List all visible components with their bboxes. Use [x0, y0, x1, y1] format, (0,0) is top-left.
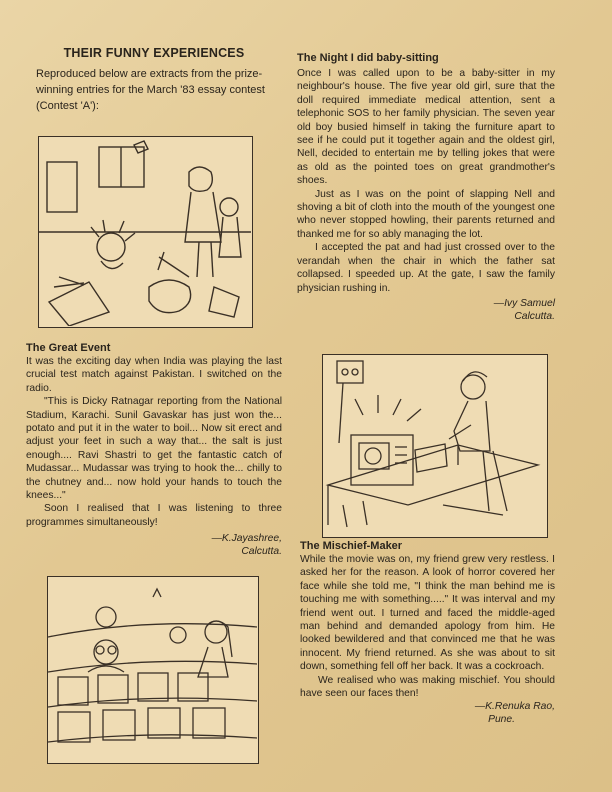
author-city: Calcutta. — [514, 310, 555, 322]
story-mischief-maker — [300, 540, 555, 726]
paragraph: It was the exciting day when India was playing the last crucial test match against Pakistan. I switched on the radio. — [26, 356, 282, 394]
story-baby-sitting — [297, 52, 555, 323]
paragraph: While the movie was on, my friend grew very restless. I asked her for the reason. A look of horror covered her face while she told me, "I think the man behind me is touching me with something....." It was interval and my friend went out. I turned and faced the middle-aged man behind and demanded apology from him. He looked bewildered and that convinced me that he was innocent. My friend returned. As she was about to sit down, something fell off her back. It was a cockroach. — [300, 554, 555, 673]
story-great-event — [26, 342, 282, 558]
paragraph: We realised who was making mischief. You should have seen our faces then! — [300, 674, 555, 700]
illustration-radio — [322, 354, 548, 538]
story-title-great-event: The Great Event — [26, 342, 111, 354]
author-city: Pune. — [488, 714, 515, 726]
illustration-room-chaos — [38, 136, 253, 328]
page-heading: THEIR FUNNY EXPERIENCES — [63, 46, 245, 60]
paragraph: I accepted the pat and had just crossed over to the verandah when the chair in which the father sat collapsed. I speeded up. At the gate, I saw the family physician rushing in. — [297, 242, 555, 294]
story-title-mischief-maker: The Mischief-Maker — [300, 540, 403, 552]
paragraph: Once I was called upon to be a baby-sitter in my neighbour's house. The five year old girl, sure that the doll required immediate medical attention, sent a telephonic SOS to her family physician. The seven year old boy busied himself in taking the furniture apart to see if he could put it together again and the oldest girl, Nell, decided to entertain me by telling jokes that were as old as the pointed toes on great grandmother's shoes. — [297, 68, 555, 187]
left-column — [26, 46, 282, 114]
intro-text: Reproduced below are extracts from the prize-winning entries for the March '83 essay contest (Contest 'A'): — [36, 68, 265, 112]
author-name: —Ivy Samuel — [493, 297, 555, 309]
paragraph: Soon I realised that I was listening to three programmes simultaneously! — [26, 503, 282, 528]
story-title-baby-sitting: The Night I did baby-sitting — [297, 52, 439, 64]
author-name: —K.Jayashree, — [211, 533, 282, 545]
illustration-cinema — [47, 576, 259, 764]
author-name: —K.Renuka Rao, — [474, 701, 555, 713]
paragraph: Just as I was on the point of slapping Nell and shoving a bit of cloth into the mouth of the youngest one who never stopped howling, their parents returned and thanked me for so ably managing the lot. — [297, 188, 555, 240]
author-city: Calcutta. — [241, 546, 282, 558]
paragraph: "This is Dicky Ratnagar reporting from the National Stadium, Karachi. Sunil Gavaskar has just won the... potato and put it in the water to boil... Now sit erect and adjust your feet in such a way that... the salt is just enough.... Ravi Shastri to get the fantastic catch of Mudassar... Mudassar was trying to hook the... chilly to the chutney and... now hold your hands to touch the knees..." — [26, 396, 282, 502]
